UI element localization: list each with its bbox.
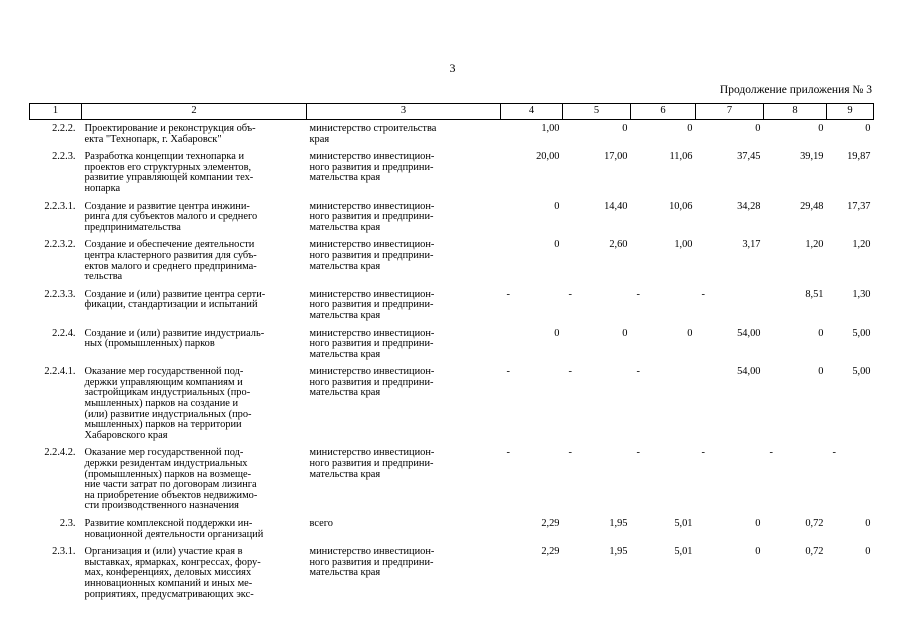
activity-name-line: Создание и (или) развитие индустриаль- <box>84 327 265 339</box>
activity-name-line: Создание и развитие центра инжини- <box>84 200 250 212</box>
value-cell: - <box>701 288 705 300</box>
activity-name-line: фикации, стандартизации и испытаний <box>84 299 258 311</box>
value-cell: - <box>832 447 836 459</box>
table-header-row <box>30 104 874 120</box>
value-cell: 0,72 <box>805 518 824 529</box>
row-number: 2.2.4.1. <box>44 366 76 378</box>
activity-name-line: предпринимательства <box>84 221 181 233</box>
activity-name-line: держки резидентам индустриальных <box>84 458 248 470</box>
activity-name-line: роприятиях, предусматривающих экс- <box>84 588 254 600</box>
executor-line: мательства края <box>309 260 381 272</box>
value-cell: 0 <box>818 366 824 378</box>
value-cell: 1,95 <box>609 518 628 529</box>
activity-name <box>82 367 307 448</box>
value-cell: 0 <box>687 123 693 134</box>
activity-name-line: тельства <box>84 271 123 283</box>
activity-name-line: ние части затрат по договорам лизинга <box>84 479 257 491</box>
activity-name-line: (или) развитие индустриальных (про- <box>84 408 252 420</box>
value-cell: - <box>636 288 640 300</box>
activity-name-line: ектов малого и среднего предпринима- <box>84 260 257 272</box>
activity-name-line: на приобретение объектов недвижимо- <box>84 489 258 501</box>
value-cell: 54,00 <box>737 366 761 378</box>
table-row <box>30 120 874 153</box>
activity-name-line: Оказание мер государственной под- <box>84 366 244 378</box>
value-cell: 34,28 <box>737 200 761 212</box>
value-cell: 0 <box>755 123 761 134</box>
executor-line: министерство строительства <box>309 123 437 134</box>
executor-line: мательства края <box>309 387 381 399</box>
value-cell: 11,06 <box>669 151 693 163</box>
activity-name-line: центра кластерного развития для субъ- <box>84 249 257 261</box>
table-row <box>30 448 874 519</box>
executor-line: ного развития и предприни- <box>309 249 434 261</box>
value-cell: - <box>568 288 572 300</box>
executor-line: министерство инвестицион- <box>309 200 435 212</box>
activity-name-line: выставках, ярмарках, конгрессах, фору- <box>84 556 261 568</box>
column-header: 2 <box>82 104 307 120</box>
executor <box>307 519 501 547</box>
value-cell: 0 <box>865 546 871 558</box>
activity-name <box>82 448 307 519</box>
executor-line: ного развития и предприни- <box>309 376 434 388</box>
continuation-label: Продолжение приложения № 3 <box>719 84 872 96</box>
activity-name-line: развитие управляющей компании тех- <box>84 172 254 184</box>
executor-line: министерство инвестицион- <box>309 366 435 378</box>
budget-table <box>29 103 874 607</box>
value-cell: 5,00 <box>852 327 871 339</box>
row-number: 2.2.2. <box>52 123 76 134</box>
column-header: 6 <box>631 104 696 120</box>
value-cell: 5,01 <box>674 546 693 558</box>
row-number: 2.2.3.2. <box>44 239 76 251</box>
executor-line: министерство инвестицион- <box>309 239 435 251</box>
activity-name-line: Хабаровского края <box>84 429 168 441</box>
activity-name <box>82 547 307 607</box>
activity-name-line: мах, конференциях, деловых миссиях <box>84 567 252 579</box>
activity-name <box>82 120 307 153</box>
activity-name <box>82 519 307 547</box>
activity-name-line: новационной деятельности организаций <box>84 528 264 540</box>
table-row <box>30 290 874 329</box>
executor-line: ного развития и предприни- <box>309 556 434 568</box>
value-cell: - <box>568 447 572 459</box>
value-cell: 29,48 <box>800 200 824 212</box>
value-cell: 0 <box>554 200 560 212</box>
executor <box>307 202 501 241</box>
page-number: 3 <box>449 61 456 75</box>
executor <box>307 367 501 448</box>
activity-name-line: нопарка <box>84 182 121 194</box>
value-cell: 1,00 <box>541 123 560 134</box>
value-cell: 5,01 <box>674 518 693 529</box>
activity-name <box>82 329 307 368</box>
column-header: 7 <box>696 104 764 120</box>
value-cell: 20,00 <box>536 151 560 163</box>
executor <box>307 240 501 289</box>
activity-name-line: Оказание мер государственной под- <box>84 447 244 459</box>
value-cell: 0 <box>622 327 628 339</box>
executor-line: всего <box>309 518 333 529</box>
table-row <box>30 152 874 201</box>
column-header: 8 <box>764 104 827 120</box>
value-cell: 54,00 <box>737 327 761 339</box>
executor-line: ного развития и предприни- <box>309 161 434 173</box>
value-cell: 0 <box>865 518 871 529</box>
value-cell: 0 <box>687 327 693 339</box>
row-number: 2.2.4.2. <box>44 447 76 459</box>
activity-name-line: Разработка концепции технопарка и <box>84 151 245 163</box>
value-cell: 5,00 <box>852 366 871 378</box>
value-cell: 2,29 <box>541 518 560 529</box>
value-cell: 14,40 <box>604 200 628 212</box>
value-cell: - <box>636 447 640 459</box>
table-row <box>30 240 874 289</box>
value-cell: 0,72 <box>805 546 824 558</box>
row-number: 2.3.1. <box>52 546 76 558</box>
activity-name-line: проектов его структурных элементов, <box>84 161 252 173</box>
row-number: 2.2.3. <box>52 151 76 163</box>
value-cell: 1,20 <box>805 239 824 251</box>
executor-line: мательства края <box>309 468 381 480</box>
executor-line: мательства края <box>309 172 381 184</box>
activity-name-line: застройщикам индустриальных (про- <box>84 387 251 399</box>
activity-name <box>82 240 307 289</box>
executor-line: ного развития и предприни- <box>309 299 434 311</box>
value-cell: - <box>769 447 773 459</box>
row-number: 2.3. <box>59 518 76 529</box>
activity-name-line: (промышленных) парков на возмеще- <box>84 468 252 480</box>
row-number: 2.2.4. <box>52 327 76 339</box>
value-cell: 0 <box>818 123 824 134</box>
column-header: 9 <box>827 104 874 120</box>
value-cell: 10,06 <box>669 200 693 212</box>
table-body <box>30 120 874 608</box>
table-row <box>30 202 874 241</box>
value-cell: 8,51 <box>805 288 824 300</box>
executor-line: министерство инвестицион- <box>309 288 435 300</box>
value-cell: - <box>568 366 572 378</box>
executor-line: мательства края <box>309 309 381 321</box>
table-row <box>30 519 874 547</box>
value-cell: 19,87 <box>847 151 871 163</box>
row-number: 2.2.3.1. <box>44 200 76 212</box>
value-cell: 0 <box>554 327 560 339</box>
executor <box>307 448 501 519</box>
executor-line: мательства края <box>309 567 381 579</box>
table-row <box>30 547 874 607</box>
executor <box>307 290 501 329</box>
value-cell: 39,19 <box>800 151 824 163</box>
value-cell: 2,60 <box>609 239 628 251</box>
value-cell: 0 <box>755 546 761 558</box>
activity-name-line: Проектирование и реконструкция объ- <box>84 123 256 134</box>
executor-line: министерство инвестицион- <box>309 546 435 558</box>
table-row <box>30 367 874 448</box>
activity-name-line: екта "Технопарк, г. Хабаровск" <box>84 133 222 145</box>
activity-name-line: мышленных) парков на создание и <box>84 398 239 410</box>
value-cell: 1,30 <box>852 288 871 300</box>
activity-name-line: Создание и (или) развитие центра серти- <box>84 288 266 300</box>
activity-name-line: ринга для субъектов малого и среднего <box>84 211 258 223</box>
value-cell: 17,37 <box>847 200 871 212</box>
executor-line: края <box>309 133 330 145</box>
value-cell: - <box>506 288 510 300</box>
activity-name-line: Создание и обеспечение деятельности <box>84 239 255 251</box>
table-row <box>30 329 874 368</box>
activity-name-line: держки управляющим компаниям и <box>84 376 243 388</box>
value-cell: 1,20 <box>852 239 871 251</box>
activity-name-line: мышленных) парков на территории <box>84 419 242 431</box>
value-cell: 0 <box>755 518 761 529</box>
activity-name-line: Организация и (или) участие края в <box>84 546 243 558</box>
executor-line: ного развития и предприни- <box>309 211 434 223</box>
value-cell: 0 <box>865 123 871 134</box>
activity-name-line: Развитие комплексной поддержки ин- <box>84 518 253 529</box>
value-cell: 17,00 <box>604 151 628 163</box>
activity-name <box>82 152 307 201</box>
value-cell: 0 <box>818 327 824 339</box>
activity-name-line: сти производственного назначения <box>84 500 239 512</box>
column-header: 3 <box>307 104 501 120</box>
executor <box>307 120 501 153</box>
executor <box>307 152 501 201</box>
value-cell: 1,00 <box>674 239 693 251</box>
executor-line: министерство инвестицион- <box>309 447 435 459</box>
value-cell: - <box>506 447 510 459</box>
activity-name-line: инновационных компаний и иных ме- <box>84 577 253 589</box>
executor-line: мательства края <box>309 221 381 233</box>
value-cell: - <box>701 447 705 459</box>
executor <box>307 547 501 607</box>
value-cell: 3,17 <box>742 239 761 251</box>
value-cell: 0 <box>622 123 628 134</box>
value-cell: 2,29 <box>541 546 560 558</box>
activity-name-line: ных (промышленных) парков <box>84 338 215 350</box>
column-header: 4 <box>501 104 563 120</box>
executor-line: министерство инвестицион- <box>309 327 435 339</box>
executor <box>307 329 501 368</box>
executor-line: министерство инвестицион- <box>309 151 435 163</box>
value-cell: - <box>636 366 640 378</box>
column-header: 1 <box>30 104 82 120</box>
value-cell: - <box>506 366 510 378</box>
executor-line: ного развития и предприни- <box>309 338 434 350</box>
value-cell: 1,95 <box>609 546 628 558</box>
activity-name <box>82 202 307 241</box>
row-number: 2.2.3.3. <box>44 288 76 300</box>
value-cell: 37,45 <box>737 151 761 163</box>
value-cell: 0 <box>554 239 560 251</box>
executor-line: ного развития и предприни- <box>309 458 434 470</box>
activity-name <box>82 290 307 329</box>
column-header: 5 <box>563 104 631 120</box>
executor-line: мательства края <box>309 348 381 360</box>
